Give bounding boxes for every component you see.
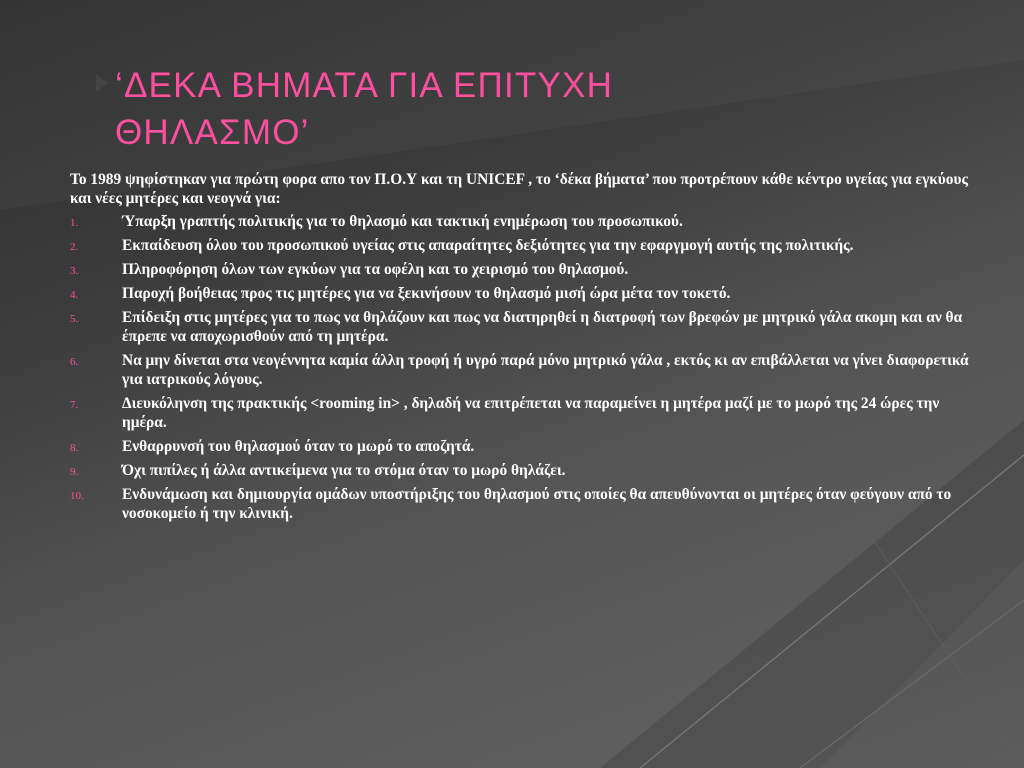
step-number: 6. xyxy=(70,356,79,368)
step-text: Παροχή βοήθειας προς τις μητέρες για να ξεκινήσουν το θηλασμό μισή ώρα μέτα τον τοκετό. xyxy=(122,285,731,302)
list-item xyxy=(70,437,975,456)
step-number: 2. xyxy=(70,241,79,253)
step-text: Ύπαρξη γραπτής πολιτικής για το θηλασμό και τακτική ενημέρωση του προσωπικού. xyxy=(122,213,683,230)
step-text: Διευκόληνση της πρακτικής <rooming in> , δηλαδή να επιτρέπεται να παραμείνει η μητέρα μαζί με το μωρό της 24 ώρες την ημέρα. xyxy=(122,395,940,431)
list-item xyxy=(70,308,975,346)
step-number: 5. xyxy=(70,313,79,325)
ten-steps-list xyxy=(70,212,975,523)
slide-body xyxy=(70,170,975,528)
list-item xyxy=(70,394,975,432)
step-number: 1. xyxy=(70,217,79,229)
step-text: Να μην δίνεται στα νεογέννητα καμία άλλη τροφή ή υγρό παρά μόνο μητρικό γάλα , εκτός κι αν επιβάλλεται να γίνει διαφορετικά για ιατρικούς λόγους. xyxy=(122,352,969,388)
step-text: Όχι πιπίλες ή άλλα αντικείμενα για το στόμα όταν το μωρό θηλάζει. xyxy=(122,462,566,479)
list-item xyxy=(70,485,975,523)
list-item xyxy=(70,284,975,303)
step-number: 9. xyxy=(70,466,79,478)
step-text: Ενθαρρυνσή του θηλασμού όταν το μωρό το αποζητά. xyxy=(122,438,475,455)
list-item xyxy=(70,212,975,231)
list-item xyxy=(70,236,975,255)
list-item xyxy=(70,351,975,389)
title-line-1: ‘ΔΕΚΑ ΒΗΜΑΤΑ ΓΙΑ ΕΠΙΤΥΧΗ xyxy=(115,66,614,105)
list-item xyxy=(70,461,975,480)
step-text: Εκπαίδευση όλου του προσωπικού υγείας στις απαραίτητες δεξιότητες για την εφαργμογή αυτής της πολιτικής. xyxy=(122,237,854,254)
step-number: 4. xyxy=(70,289,79,301)
step-number: 3. xyxy=(70,265,79,277)
step-number: 10. xyxy=(70,490,84,502)
intro-paragraph: Το 1989 ψηφίστηκαν για πρώτη φορα απο τον Π.Ο.Υ και τη UNICEF , το ‘δέκα βήματα’ που προτρέπουν κάθε κέντρο υγείας για εγκύους και νέες μητέρες και νεογνά για: xyxy=(70,171,968,207)
title-line-2: ΘΗΛΑΣΜΟ’ xyxy=(115,113,310,152)
step-text: Επίδειξη στις μητέρες για το πως να θηλάζουν και πως να διατηρηθεί η διατροφή των βρεφών με μητρικό γάλα ακομη και αν θα έπρεπε να αποχωρισθούν από τη μητέρα. xyxy=(122,309,963,345)
step-number: 7. xyxy=(70,399,79,411)
step-text: Ενδυνάμωση και δημιουργία ομάδων υποστήριξης του θηλασμού στις οποίες θα απευθύνονται οι μητέρες όταν φεύγουν από το νοσοκομείο ή την κλινική. xyxy=(122,486,952,522)
step-text: Πληροφόρηση όλων των εγκύων για τα οφέλη και το χειρισμό του θηλασμού. xyxy=(122,261,629,278)
step-number: 8. xyxy=(70,442,79,454)
list-item xyxy=(70,260,975,279)
slide-title xyxy=(115,62,875,156)
